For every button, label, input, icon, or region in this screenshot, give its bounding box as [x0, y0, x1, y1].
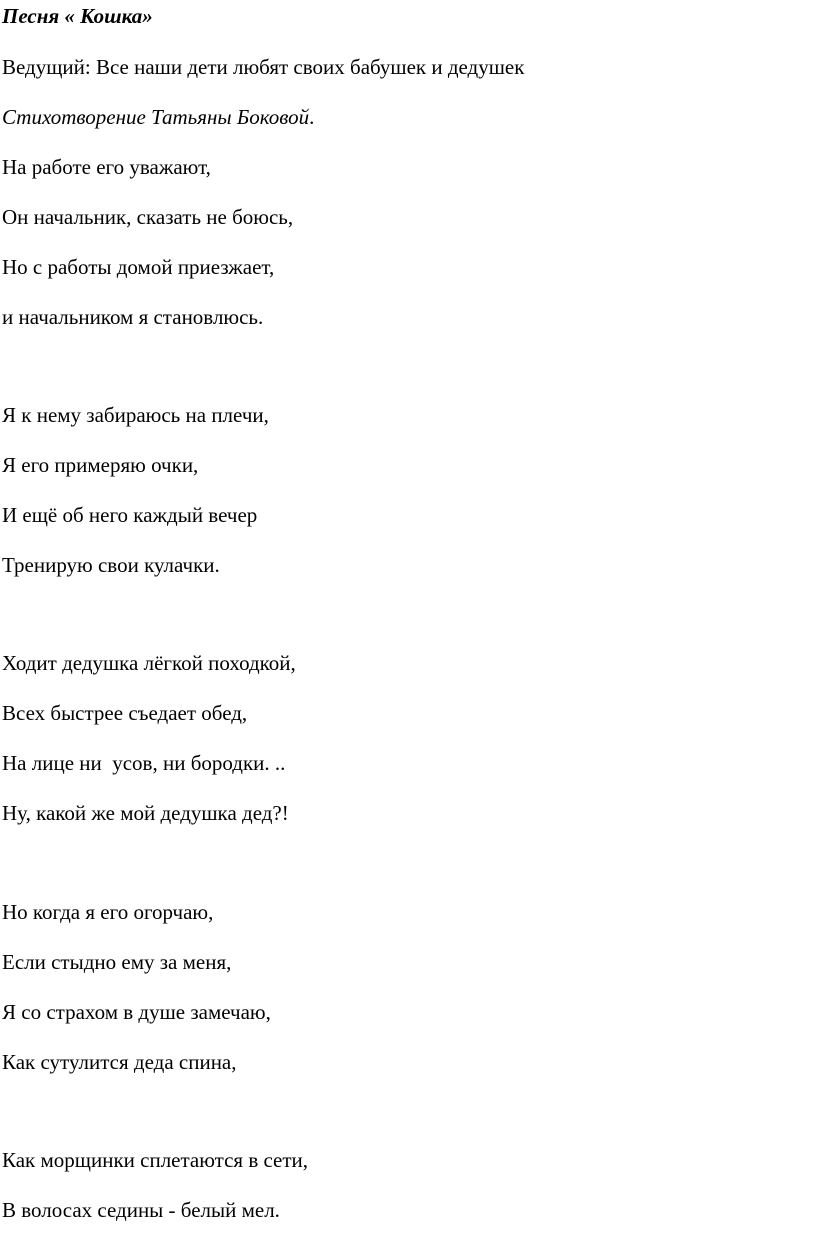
poem-credit: Стихотворение Татьяны Боковой — [2, 105, 310, 129]
song-title: Песня « Кошка» — [2, 4, 153, 28]
poem-line: Как морщинки сплетаются в сети, — [2, 1148, 309, 1172]
poem-line: Он начальник, сказать не боюсь, — [2, 205, 294, 229]
poem-line: Я к нему забираюсь на плечи, — [2, 403, 269, 427]
poem-line: На лице ни усов, ни бородки. .. — [2, 751, 286, 775]
poem-line: Тренирую свои кулачки. — [2, 553, 220, 577]
poem-line: Я со страхом в душе замечаю, — [2, 1000, 271, 1024]
poem-line: Я его примеряю очки, — [2, 453, 199, 477]
poem-line: Если стыдно ему за меня, — [2, 950, 232, 974]
poem-line: Всех быстрее съедает обед, — [2, 701, 248, 725]
poem-line: В волосах седины - белый мел. — [2, 1198, 280, 1222]
poem-line: Но когда я его огорчаю, — [2, 900, 214, 924]
poem-line: И ещё об него каждый вечер — [2, 503, 258, 527]
poem-line: Ну, какой же мой дедушка дед?! — [2, 801, 289, 825]
poem-line: Ходит дедушка лёгкой походкой, — [2, 651, 296, 675]
poem-line: На работе его уважают, — [2, 155, 211, 179]
poem-line: Как сутулится деда спина, — [2, 1050, 237, 1074]
host-line: Ведущий: Все наши дети любят своих бабушек и дедушек — [2, 55, 525, 79]
poem-line: Но с работы домой приезжает, — [2, 255, 275, 279]
poem-credit-period: . — [309, 105, 315, 129]
poem-line: и начальником я становлюсь. — [2, 305, 264, 329]
poem-credit-line — [2, 105, 314, 129]
